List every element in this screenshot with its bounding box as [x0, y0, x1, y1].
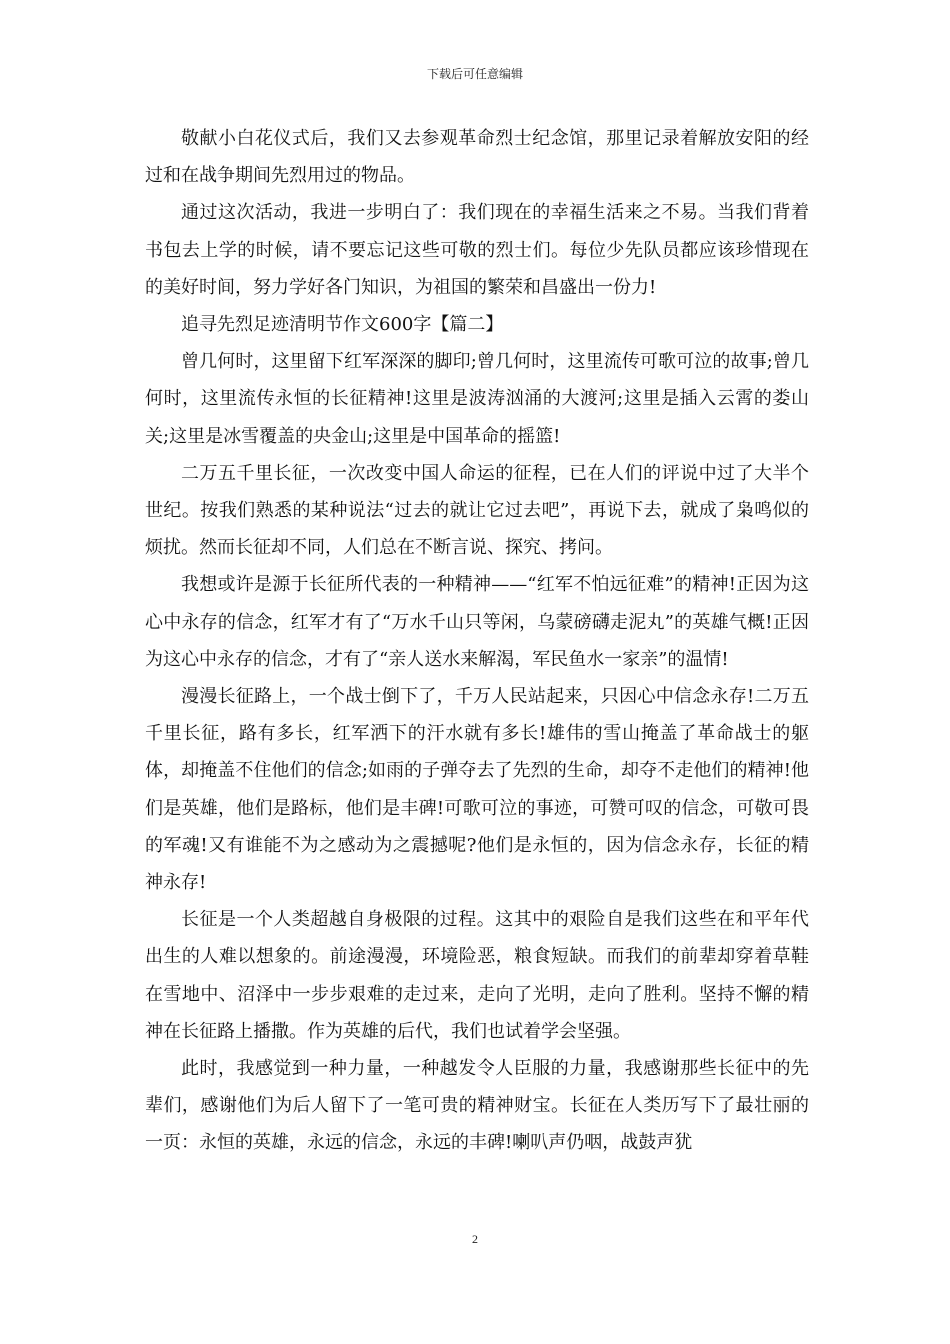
page-number: 2	[472, 1232, 478, 1246]
paragraph: 通过这次活动，我进一步明白了：我们现在的幸福生活来之不易。当我们背着书包去上学的时候，请不要忘记这些可敬的烈士们。每位少先队员都应该珍惜现在的美好时间，努力学好各门知识，为祖国的繁荣和昌盛出一份力!	[145, 202, 809, 298]
paragraph: 漫漫长征路上，一个战士倒下了，千万人民站起来，只因心中信念永存!二万五千里长征，路有多长，红军洒下的汗水就有多长!雄伟的雪山掩盖了革命战士的躯体，却掩盖不住他们的信念;如雨的子弹夺去了先烈的生命，却夺不走他们的精神!他们是英雄，他们是路标，他们是丰碑!可歌可泣的事迹，可赞可叹的信念，可敬可畏的军魂!又有谁能不为之感动为之震撼呢?他们是永恒的，因为信念永存，长征的精神永存!	[145, 686, 809, 894]
paragraph: 曾几何时，这里留下红军深深的脚印;曾几何时，这里流传可歌可泣的故事;曾几何时，这里流传永恒的长征精神!这里是波涛汹涌的大渡河;这里是插入云霄的娄山关;这里是冰雪覆盖的央金山;这里是中国革命的摇篮!	[145, 351, 809, 447]
document-body	[145, 120, 809, 1162]
paragraph: 二万五千里长征，一次改变中国人命运的征程，已在人们的评说中过了大半个世纪。按我们熟悉的某种说法“过去的就让它过去吧”，再说下去，就成了枭鸣似的烦扰。然而长征却不同，人们总在不断言说、探究、拷问。	[145, 462, 809, 559]
paragraph: 长征是一个人类超越自身极限的过程。这其中的艰险自是我们这些在和平年代出生的人难以想象的。前途漫漫，环境险恶，粮食短缺。而我们的前辈却穿着草鞋在雪地中、沼泽中一步步艰难的走过来，走向了光明，走向了胜利。坚持不懈的精神在长征路上播撒。作为英雄的后代，我们也试着学会坚强。	[145, 909, 809, 1042]
section-heading: 追寻先烈足迹清明节作文600字【篇二】	[181, 314, 504, 336]
paragraph: 敬献小白花仪式后，我们又去参观革命烈士纪念馆，那里记录着解放安阳的经过和在战争期间先烈用过的物品。	[145, 128, 809, 187]
page-header: 下载后可任意编辑	[426, 67, 523, 81]
paragraph: 我想或许是源于长征所代表的一种精神——“红军不怕远征难”的精神!正因为这心中永存的信念，红军才有了“万水千山只等闲，乌蒙磅礴走泥丸”的英雄气概!正因为这心中永存的信念，才有了“亲人送水来解渴，军民鱼水一家亲”的温情!	[145, 574, 809, 670]
paragraph: 此时，我感觉到一种力量，一种越发令人臣服的力量，我感谢那些长征中的先辈们，感谢他们为后人留下了一笔可贵的精神财宝。长征在人类历写下了最壮丽的一页：永恒的英雄，永远的信念，永远的丰碑!喇叭声仍咽，战鼓声犹	[145, 1058, 809, 1154]
